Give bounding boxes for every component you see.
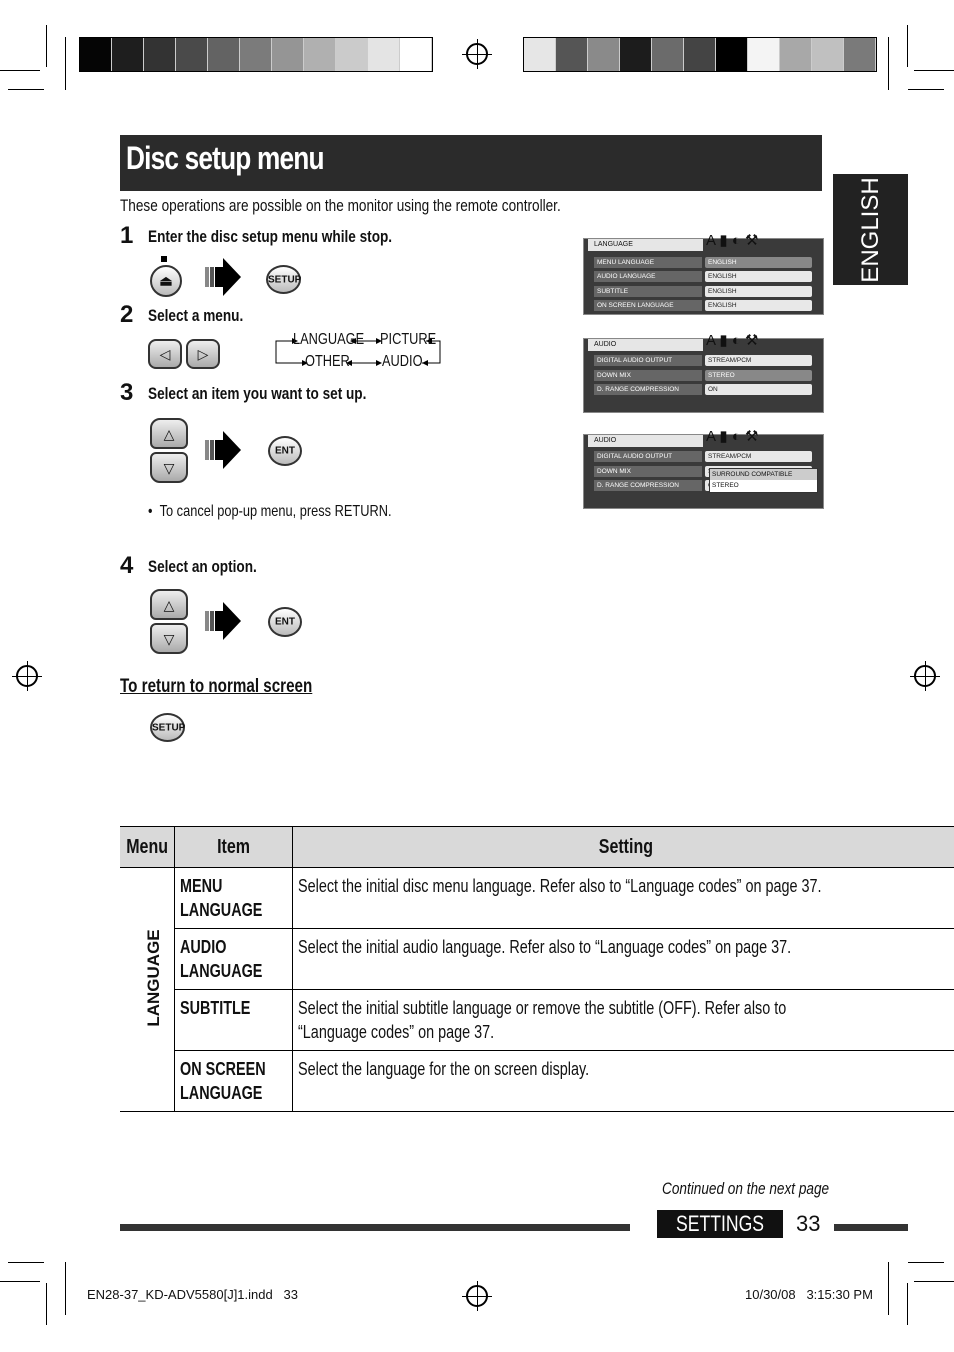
header-setting (293, 827, 954, 868)
screen-row (594, 370, 812, 381)
continued-note: Continued on the next page (662, 1179, 830, 1198)
step-text: Select an item you want to set up. (148, 384, 367, 403)
ent-button[interactable] (268, 436, 302, 466)
crop-mark (46, 25, 47, 67)
table-row (120, 1051, 954, 1112)
up-button[interactable]: △ (150, 418, 188, 449)
step-number: 4 (120, 552, 134, 579)
arrow-right-icon (205, 602, 241, 640)
table-row (120, 929, 954, 990)
crop-mark (46, 1283, 47, 1325)
language-tab-label: ENGLISH (857, 177, 884, 283)
screen-language (583, 232, 824, 315)
table-row (120, 868, 954, 929)
row-value: ON (705, 384, 812, 395)
item-line: LANGUAGE (180, 900, 263, 920)
grayscale-bar-right (523, 37, 877, 72)
setting-line: Select the initial disc menu language. Refer also to “Language codes” on page 37. (298, 876, 822, 896)
registration-mark (466, 1285, 488, 1307)
popup-option[interactable]: SURROUND COMPATIBLE (710, 469, 817, 480)
return-heading: To return to normal screen (120, 676, 313, 697)
item-cell (175, 1051, 293, 1112)
setup-button[interactable] (266, 265, 301, 294)
row-key: AUDIO LANGUAGE (594, 271, 702, 282)
right-button[interactable]: ▷ (186, 339, 220, 369)
step-number: 3 (120, 379, 134, 406)
cancel-note: • To cancel pop-up menu, press RETURN. (148, 503, 392, 520)
up-button[interactable]: △ (150, 589, 188, 620)
left-button[interactable]: ◁ (148, 339, 182, 369)
menu-language: LANGUAGE (293, 331, 365, 348)
popup-menu[interactable] (709, 468, 818, 493)
item-line: SUBTITLE (180, 998, 251, 1018)
setup-button-label: SETUP (152, 722, 186, 733)
screen-audio-popup (583, 428, 824, 509)
slug-file: EN28-37_KD-ADV5580[J]1.indd 33 (87, 1287, 299, 1302)
down-button[interactable]: ▽ (150, 452, 188, 483)
footer-rule (120, 1224, 630, 1231)
item-cell (175, 929, 293, 990)
crop-mark (908, 1262, 944, 1263)
ent-button-label: ENT (275, 445, 295, 457)
item-line: AUDIO (180, 937, 227, 957)
row-value: STREAM/PCM (705, 451, 812, 462)
header-menu-text: Menu (126, 835, 168, 858)
crop-mark (65, 37, 66, 90)
registration-mark (914, 665, 936, 687)
ent-button-label: ENT (275, 616, 295, 628)
menu-picture: PICTURE (380, 331, 437, 348)
menu-other: OTHER (305, 353, 350, 370)
menu-tab-icons: A ▮ ◐ ⚒ (706, 428, 759, 445)
stop-indicator (161, 256, 167, 262)
setting-line: Select the initial subtitle language or remove the subtitle (OFF). Refer also to (298, 998, 787, 1018)
header-item (175, 827, 293, 868)
crop-mark (8, 1262, 44, 1263)
item-cell (175, 868, 293, 929)
row-key: D. RANGE COMPRESSION (594, 480, 702, 491)
screen-header: AUDIO (588, 435, 703, 447)
step-text: Enter the disc setup menu while stop. (148, 227, 393, 246)
row-value: STREAM/PCM (705, 355, 812, 366)
screen-row (594, 271, 812, 282)
crop-mark (0, 1281, 40, 1282)
row-key: D. RANGE COMPRESSION (594, 384, 702, 395)
screen-row (594, 355, 812, 366)
page-title: Disc setup menu (126, 140, 324, 176)
cancel-note-text: To cancel pop-up menu, press RETURN. (159, 503, 392, 520)
crop-mark (888, 1262, 889, 1315)
item-line: LANGUAGE (180, 961, 263, 981)
header-item-text: Item (217, 835, 251, 858)
popup-option[interactable]: STEREO (712, 482, 739, 489)
section-label (657, 1210, 783, 1238)
crop-mark (0, 70, 40, 71)
row-value: STEREO (705, 370, 812, 381)
page-number: 33 (796, 1211, 821, 1236)
crop-mark (914, 70, 954, 71)
step-number: 2 (120, 301, 134, 328)
row-key: DOWN MIX (594, 370, 702, 381)
setup-button[interactable] (150, 713, 185, 742)
row-value: ENGLISH (705, 257, 812, 268)
screen-header: LANGUAGE (588, 239, 703, 251)
row-value: ENGLISH (705, 300, 812, 311)
row-key: DIGITAL AUDIO OUTPUT (594, 355, 702, 366)
row-key: MENU LANGUAGE (594, 257, 702, 268)
row-value: ENGLISH (705, 286, 812, 297)
setting-line: Select the initial audio language. Refer also to “Language codes” on page 37. (298, 937, 792, 957)
settings-table (120, 826, 954, 1112)
crop-mark (914, 1281, 954, 1282)
registration-mark (16, 665, 38, 687)
setting-cell (293, 929, 954, 990)
menu-cell (120, 868, 175, 1112)
intro-text: These operations are possible on the monitor using the remote controller. (120, 196, 561, 215)
row-key: SUBTITLE (594, 286, 702, 297)
stop-button[interactable]: ⏏ (150, 265, 182, 297)
screen-row (594, 384, 812, 395)
screen-header: AUDIO (588, 339, 703, 351)
table-row (120, 990, 954, 1051)
arrow-right-icon (205, 431, 241, 469)
setting-line: “Language codes” on page 37. (298, 1022, 495, 1042)
row-value: ENGLISH (705, 271, 812, 282)
setting-line: Select the language for the on screen display. (298, 1059, 590, 1079)
screen-row (594, 300, 812, 311)
crop-mark (908, 89, 944, 90)
screen-audio (583, 332, 824, 413)
item-cell (175, 990, 293, 1051)
menu-tab-icons: A ▮ ◐ ⚒ (706, 332, 759, 349)
setting-cell (293, 990, 954, 1051)
row-key: DOWN MIX (594, 466, 702, 477)
language-tab (833, 174, 908, 285)
item-line: LANGUAGE (180, 1083, 263, 1103)
down-button[interactable]: ▽ (150, 623, 188, 654)
crop-mark (907, 25, 908, 67)
ent-button[interactable] (268, 607, 302, 637)
slug-date: 10/30/08 3:15:30 PM (745, 1287, 873, 1302)
header-menu (120, 827, 175, 868)
setting-cell (293, 868, 954, 929)
menu-label: LANGUAGE (144, 929, 163, 1027)
setup-button-label: SETUP (268, 274, 302, 285)
registration-mark (466, 43, 488, 65)
step-text: Select an option. (148, 557, 257, 576)
screen-row (594, 257, 812, 268)
item-line: MENU (180, 876, 223, 896)
crop-mark (65, 1262, 66, 1315)
row-key: ON SCREEN LANGUAGE (594, 300, 702, 311)
section-label-text: SETTINGS (675, 1211, 764, 1236)
crop-mark (907, 1283, 908, 1325)
header-setting-text: Setting (598, 835, 653, 858)
row-key: DIGITAL AUDIO OUTPUT (594, 451, 702, 462)
screen-row (594, 451, 812, 462)
crop-mark (8, 89, 44, 90)
arrow-right-icon (205, 258, 241, 296)
table-header-row (120, 827, 954, 868)
menu-tab-icons: A ▮ ◐ ⚒ (706, 232, 759, 249)
grayscale-bar-left (79, 37, 433, 72)
step-text: Select a menu. (148, 306, 244, 325)
step-number: 1 (120, 222, 134, 249)
setting-cell (293, 1051, 954, 1112)
screen-row (594, 286, 812, 297)
item-line: ON SCREEN (180, 1059, 266, 1079)
crop-mark (888, 37, 889, 90)
menu-audio: AUDIO (382, 353, 423, 370)
footer-rule (834, 1224, 908, 1231)
